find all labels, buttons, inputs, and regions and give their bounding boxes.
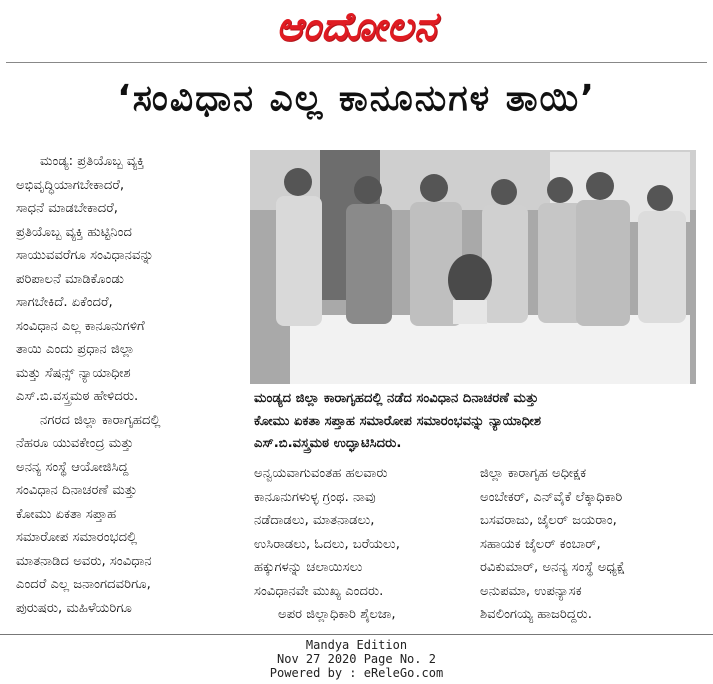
text-line: ನಗರದ ಜಿಲ್ಲಾ ಕಾರಾಗೃಹದಲ್ಲಿ: [40, 412, 161, 428]
text-line: ಅಂಬೇಕರ್, ಎನ್‌ವೈಕೆ ಲೆಕ್ಕಾಧಿಕಾರಿ: [480, 489, 623, 505]
text-line: ಅಭಿವೃದ್ಧಿಯಾಗಬೇಕಾದರೆ,: [16, 177, 125, 193]
text-line: ಅಪರ ಜಿಲ್ಲಾಧಿಕಾರಿ ಶೈಲಜಾ,: [278, 607, 396, 622]
date-page-label: Nov 27 2020 Page No. 2: [277, 652, 436, 666]
text-line: ಅನ್ವಯವಾಗುವಂತಹ ಹಲವಾರು: [254, 466, 388, 481]
caption-line: ಮಂಡ್ಯದ ಜಿಲ್ಲಾ ಕಾರಾಗೃಹದಲ್ಲಿ ನಡೆದ ಸಂವಿಧಾನ ದಿನಾಚರಣೆ ಮತ್ತು: [254, 391, 539, 406]
masthead: [0, 0, 713, 58]
text-line: ಮತ್ತು ಸೆಷನ್ಸ್ ನ್ಯಾಯಾಧೀಶ: [16, 365, 131, 381]
text-line: ಪರಿಪಾಲನೆ ಮಾಡಿಕೊಂಡು: [16, 271, 124, 287]
edition-label: Mandya Edition: [305, 638, 408, 652]
caption-line: ಎಸ್.ಬಿ.ವಸ್ತ್ರಮಠ ಉದ್ಘಾಟಿಸಿದರು.: [254, 436, 402, 451]
text-line: ಅನುಪಮಾ, ಉಪನ್ಯಾಸಕ: [480, 583, 582, 599]
text-line: ಶಿವಲಿಂಗಯ್ಯ ಹಾಜರಿದ್ದರು.: [480, 607, 592, 622]
bottom-divider: [0, 634, 713, 635]
text-line: ಸಮಾರೋಪ ಸಮಾರಂಭದಲ್ಲಿ: [16, 530, 138, 545]
photo-caption: [254, 388, 706, 456]
text-line: ಸಂವಿಧಾನ ದಿನಾಚರಣೆ ಮತ್ತು: [16, 483, 138, 498]
top-divider: [6, 62, 707, 63]
text-line: ಕೋಮು ಏಕತಾ ಸಪ್ತಾಹ: [16, 506, 117, 522]
text-line: ಸಂವಿಧಾನವೇ ಮುಖ್ಯ ಎಂದರು.: [254, 583, 384, 599]
text-line: ಅನನ್ಯ ಸಂಸ್ಥೆ ಆಯೋಜಿಸಿದ್ದ: [16, 459, 129, 475]
page-footer: [0, 638, 713, 680]
text-line: ಎಸ್.ಬಿ.ವಸ್ತ್ರಮಠ ಹೇಳಿದರು.: [16, 389, 139, 404]
text-line: ಜಿಲ್ಲಾ ಕಾರಾಗೃಹ ಅಧೀಕ್ಷಕ: [480, 466, 587, 481]
text-line: ಕಾನೂನುಗಳುಳ್ಳ ಗ್ರಂಥ. ನಾವು: [254, 489, 376, 505]
article-column-2: [254, 462, 466, 627]
text-line: ಸಾಗಬೇಕಿದೆ. ಏಕೆಂದರೆ,: [16, 295, 113, 310]
article-column-3: [480, 462, 710, 627]
text-line: ನೆಹರೂ ಯುವಕೇಂದ್ರ ಮತ್ತು: [16, 436, 134, 451]
text-line: ಸಂವಿಧಾನ ಎಲ್ಲ ಕಾನೂನುಗಳಿಗೆ: [16, 318, 145, 334]
text-line: ಬಸವರಾಜು, ಜೈಲರ್ ಜಯರಾಂ,: [480, 513, 617, 528]
text-line: ನಡೆದಾಡಲು, ಮಾತನಾಡಲು,: [254, 513, 375, 528]
article-headline: ‘ಸಂವಿಧಾನ ಎಲ್ಲ ಕಾನೂನುಗಳ ತಾಯಿ’: [117, 78, 596, 119]
text-line: ಸಾಯುವವರೆಗೂ ಸಂವಿಧಾನವನ್ನು: [16, 248, 154, 263]
text-line: ರವಿಕುಮಾರ್, ಅನನ್ಯ ಸಂಸ್ಥೆ ಅಧ್ಯಕ್ಷೆ: [480, 560, 626, 575]
text-line: ಉಸಿರಾಡಲು, ಓದಲು, ಬರೆಯಲು,: [254, 536, 400, 552]
caption-line: ಕೋಮು ಏಕತಾ ಸಪ್ತಾಹ ಸಮಾರೋಪ ಸಮಾರಂಭವನ್ನು ನ್ಯಾಯಾಧೀಶ: [254, 413, 542, 429]
text-line: ಸಾಧನೆ ಮಾಡಬೇಕಾದರೆ,: [16, 201, 118, 216]
text-line: ಮಂಡ್ಯ: ಪ್ರತಿಯೊಬ್ಬ ವ್ಯಕ್ತಿ: [40, 154, 145, 169]
newspaper-logo: ಆಂದೋಲನ: [276, 4, 437, 50]
text-line: ಪುರುಷರು, ಮಹಿಳೆಯರಿಗೂ: [16, 600, 132, 616]
text-line: ಹಕ್ಕುಗಳನ್ನು ಚಲಾಯಿಸಲು: [254, 560, 363, 575]
text-line: ತಾಯಿ ಎಂದು ಪ್ರಧಾನ ಜಿಲ್ಲಾ: [16, 342, 135, 357]
text-line: ಎಂದರೆ ಎಲ್ಲ ಜನಾಂಗದವರಿಗೂ,: [16, 577, 151, 592]
article-column-1: [16, 150, 246, 620]
text-line: ಪ್ರತಿಯೊಬ್ಬ ವ್ಯಕ್ತಿ ಹುಟ್ಟಿನಿಂದ: [16, 224, 133, 240]
photo-illustration: [250, 150, 696, 384]
text-line: ಮಾತನಾಡಿದ ಅವರು, ಸಂವಿಧಾನ: [16, 553, 152, 569]
text-line: ಸಹಾಯಕ ಜೈಲರ್ ಕಂಬಾರ್,: [480, 536, 601, 552]
powered-by-link[interactable]: Powered by : eReleGo.com: [269, 666, 444, 680]
news-photo: [250, 150, 696, 384]
